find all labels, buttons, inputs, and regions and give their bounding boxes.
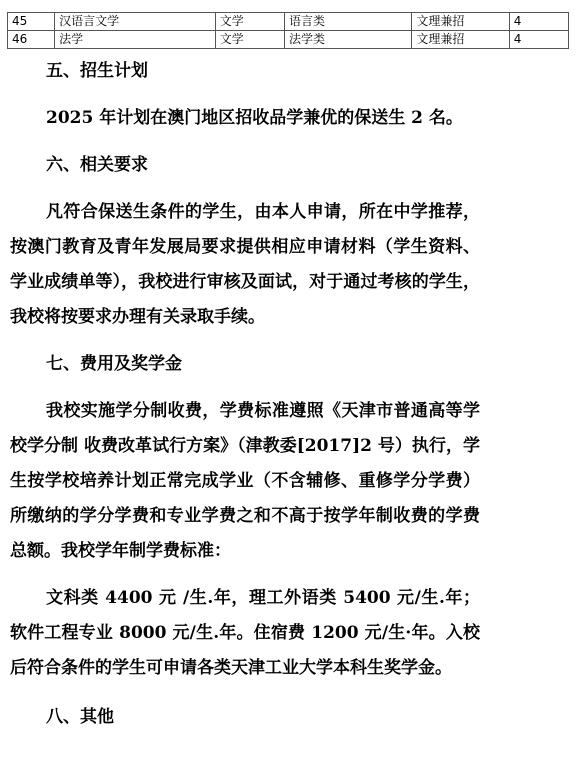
section-heading-enrollment-plan: 五、招生计划 — [46, 61, 148, 81]
enrollment-plan-text: 2025 年计划在澳门地区招收品学兼优的保送生 2 名。 — [46, 108, 463, 128]
row-number: 45 — [8, 13, 55, 31]
major-name: 汉语言文学 — [55, 13, 216, 31]
major-class: 语言类 — [284, 13, 411, 31]
row-number: 46 — [8, 31, 55, 49]
admission-mode: 文理兼招 — [412, 31, 509, 49]
table-row — [8, 13, 569, 31]
discipline-category: 文学 — [215, 31, 284, 49]
majors-table — [7, 12, 569, 49]
major-name: 法学 — [55, 31, 216, 49]
table-row — [8, 31, 569, 49]
discipline-category: 文学 — [215, 13, 284, 31]
section-heading-fees-scholarships: 七、费用及奖学金 — [46, 354, 182, 374]
tuition-standard-text: 文科类 4400 元 /生.年，理工外语类 5400 元/生.年；软件工程专业 8000 元/生.年。住宿费 1200 元/生·年。入校后符合条件的学生可申请各类天津工业大学本科生奖学金。 — [10, 588, 480, 678]
fees-text: 我校实施学分制收费，学费标准遵照《天津市普通高等学校学分制 收费改革试行方案》（津教委[2017]2 号）执行，学生按学校培养计划正常完成学业（不含辅修、重修学分学费）所缴纳的学分学费和专业学费之和不高于按学年制收费的学费总额。我校学年制学费标准： — [10, 401, 480, 561]
study-years: 4 — [509, 31, 568, 49]
study-years: 4 — [509, 13, 568, 31]
admission-mode: 文理兼招 — [412, 13, 509, 31]
major-class: 法学类 — [284, 31, 411, 49]
requirements-text: 凡符合保送生条件的学生，由本人申请，所在中学推荐，按澳门教育及青年发展局要求提供相应申请材料（学生资料、学业成绩单等），我校进行审核及面试，对于通过考核的学生，我校将按要求办理有关录取手续。 — [10, 202, 480, 327]
document-body — [10, 54, 480, 747]
section-heading-requirements: 六、相关要求 — [46, 155, 148, 175]
section-heading-other: 八、其他 — [46, 707, 114, 727]
